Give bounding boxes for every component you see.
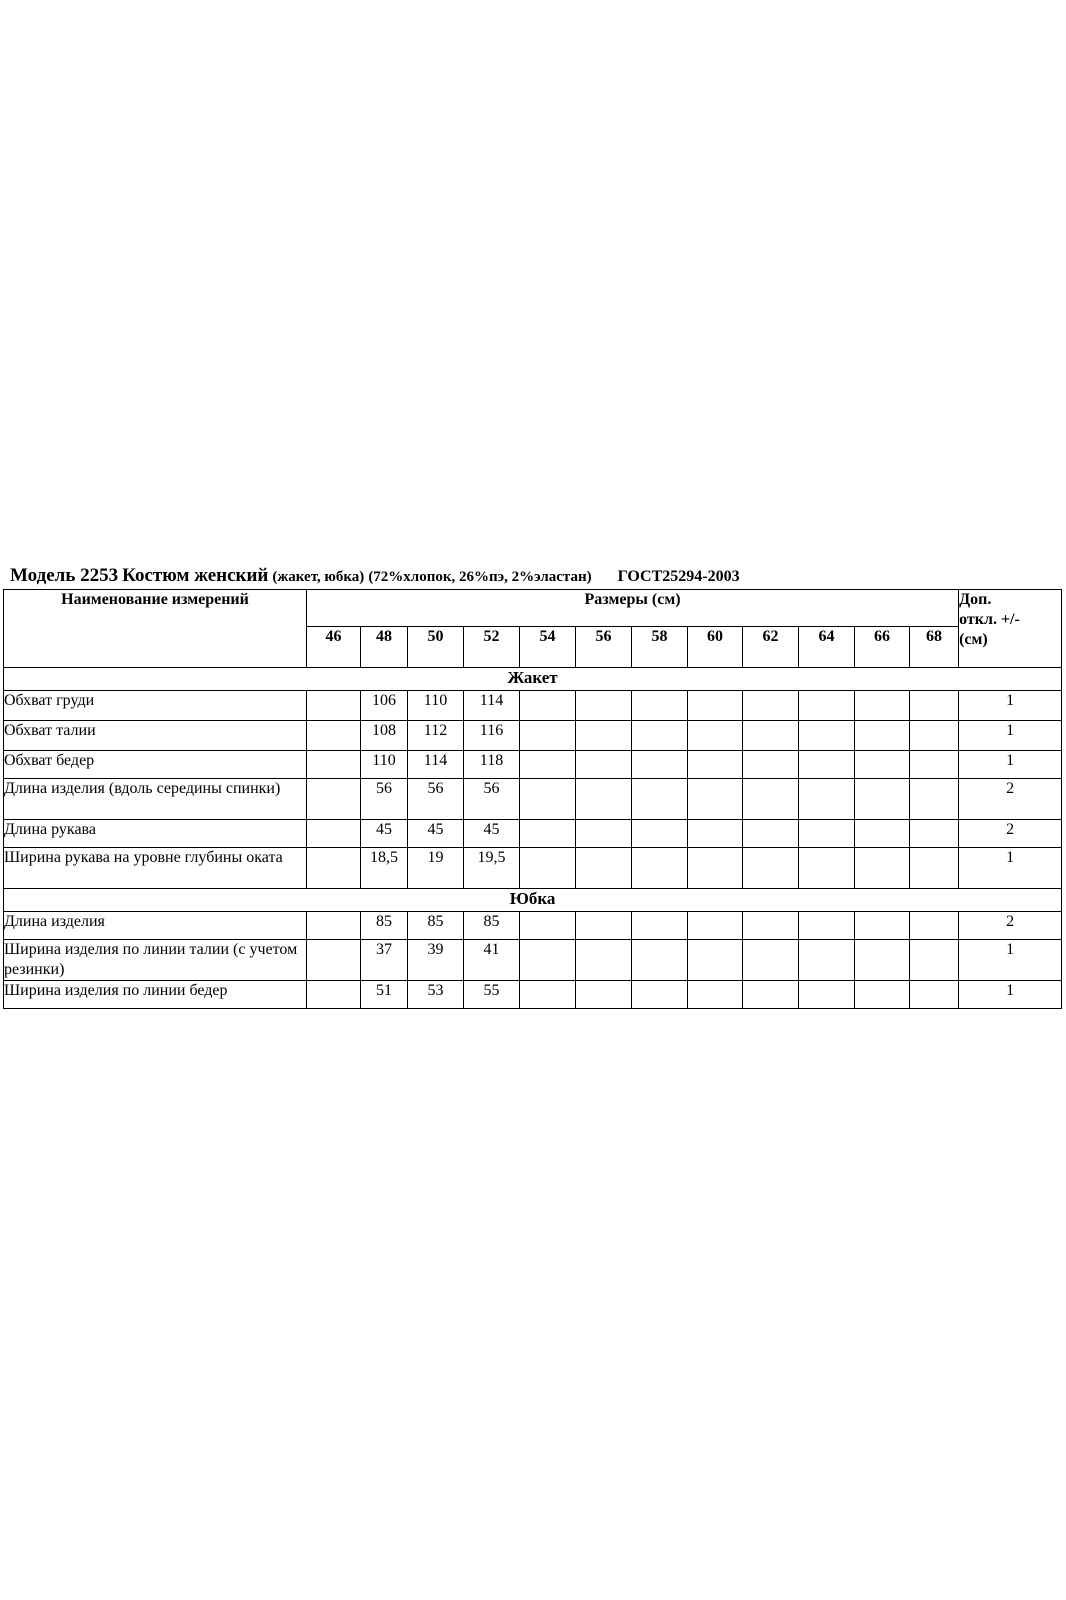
size-header-cell: 58 [632, 627, 688, 668]
section-row [4, 668, 1062, 691]
size-value-cell [632, 820, 688, 848]
product-label: Костюм женский [122, 565, 269, 586]
size-value-cell [632, 751, 688, 779]
size-value-cell [632, 940, 688, 981]
section-title: Юбка [4, 889, 1062, 912]
size-value-cell [688, 981, 743, 1009]
size-value-cell: 39 [408, 940, 464, 981]
size-value-cell [799, 981, 855, 1009]
tolerance-header [959, 590, 1062, 668]
size-value-cell [910, 848, 959, 889]
tolerance-value: 1 [959, 981, 1062, 1009]
size-header-cell: 68 [910, 627, 959, 668]
size-value-cell: 116 [464, 721, 520, 751]
size-value-cell: 55 [464, 981, 520, 1009]
table-row [4, 721, 1062, 751]
size-value-cell [576, 751, 632, 779]
size-value-cell [576, 848, 632, 889]
size-value-cell [855, 848, 910, 889]
size-value-cell [632, 848, 688, 889]
document-title [10, 566, 740, 585]
tolerance-value: 1 [959, 721, 1062, 751]
size-value-cell [632, 779, 688, 820]
size-value-cell [799, 691, 855, 721]
table-row [4, 779, 1062, 820]
size-value-cell [855, 820, 910, 848]
size-value-cell [576, 912, 632, 940]
size-value-cell [799, 912, 855, 940]
table-row [4, 940, 1062, 981]
size-value-cell: 19,5 [464, 848, 520, 889]
measurement-name: Длина изделия [4, 912, 307, 940]
section-title: Жакет [4, 668, 1062, 691]
size-value-cell [855, 751, 910, 779]
size-value-cell [910, 691, 959, 721]
size-value-cell [520, 912, 576, 940]
size-value-cell [743, 779, 799, 820]
table-row [4, 848, 1062, 889]
tolerance-header-line: Доп. [959, 591, 992, 608]
composition-label: (72%хлопок, 26%пэ, 2%эластан) [368, 569, 592, 585]
table-row [4, 751, 1062, 779]
size-value-cell [688, 751, 743, 779]
size-value-cell [855, 779, 910, 820]
size-value-cell [855, 912, 910, 940]
size-value-cell [799, 820, 855, 848]
size-value-cell [520, 721, 576, 751]
size-header-cell: 60 [688, 627, 743, 668]
size-value-cell [910, 751, 959, 779]
size-value-cell [632, 981, 688, 1009]
size-value-cell: 51 [361, 981, 408, 1009]
size-value-cell: 110 [408, 691, 464, 721]
size-value-cell [520, 848, 576, 889]
tolerance-header-line: (см) [959, 631, 988, 648]
size-value-cell [743, 820, 799, 848]
size-value-cell [688, 779, 743, 820]
size-value-cell [910, 912, 959, 940]
size-value-cell: 114 [408, 751, 464, 779]
size-value-cell [799, 940, 855, 981]
size-value-cell [632, 912, 688, 940]
size-value-cell [910, 981, 959, 1009]
size-value-cell: 85 [408, 912, 464, 940]
size-header-cell: 62 [743, 627, 799, 668]
size-value-cell [688, 721, 743, 751]
size-value-cell [576, 721, 632, 751]
table-row [4, 981, 1062, 1009]
size-value-cell [307, 751, 361, 779]
size-value-cell [855, 981, 910, 1009]
sizes-header: Размеры (см) [307, 590, 959, 627]
size-value-cell: 85 [464, 912, 520, 940]
size-value-cell [520, 751, 576, 779]
size-value-cell [743, 940, 799, 981]
size-value-cell [576, 981, 632, 1009]
size-value-cell [520, 820, 576, 848]
size-chart-table [3, 589, 1062, 1009]
size-value-cell: 108 [361, 721, 408, 751]
size-value-cell: 41 [464, 940, 520, 981]
table-row [4, 912, 1062, 940]
section-row [4, 889, 1062, 912]
size-value-cell [307, 848, 361, 889]
items-label: (жакет, юбка) [272, 569, 365, 585]
size-value-cell [520, 691, 576, 721]
size-value-cell [307, 721, 361, 751]
size-value-cell: 85 [361, 912, 408, 940]
size-value-cell [910, 820, 959, 848]
size-value-cell [743, 848, 799, 889]
size-value-cell [799, 779, 855, 820]
size-value-cell: 19 [408, 848, 464, 889]
size-value-cell [632, 721, 688, 751]
size-value-cell [855, 721, 910, 751]
size-value-cell: 45 [361, 820, 408, 848]
size-value-cell [520, 779, 576, 820]
measurement-name: Длина изделия (вдоль середины спинки) [4, 779, 307, 820]
table-row [4, 691, 1062, 721]
size-value-cell [520, 981, 576, 1009]
measurement-name: Длина рукава [4, 820, 307, 848]
size-value-cell [688, 691, 743, 721]
size-value-cell [307, 981, 361, 1009]
size-value-cell: 56 [408, 779, 464, 820]
table-body [4, 668, 1062, 1009]
tolerance-value: 2 [959, 820, 1062, 848]
size-header-cell: 64 [799, 627, 855, 668]
size-value-cell: 106 [361, 691, 408, 721]
size-value-cell [688, 848, 743, 889]
size-value-cell [799, 848, 855, 889]
size-value-cell [743, 721, 799, 751]
size-value-cell [688, 820, 743, 848]
size-value-cell [855, 691, 910, 721]
tolerance-value: 1 [959, 751, 1062, 779]
measurement-name: Ширина изделия по линии бедер [4, 981, 307, 1009]
header-row-1 [4, 590, 1062, 627]
size-value-cell: 118 [464, 751, 520, 779]
size-value-cell: 45 [408, 820, 464, 848]
size-value-cell: 110 [361, 751, 408, 779]
tolerance-value: 2 [959, 912, 1062, 940]
size-value-cell [576, 940, 632, 981]
size-value-cell [307, 691, 361, 721]
size-value-cell [632, 691, 688, 721]
size-header-cell: 50 [408, 627, 464, 668]
tolerance-header-line: откл. +/- [959, 611, 1020, 628]
size-header-cell: 54 [520, 627, 576, 668]
size-value-cell [799, 721, 855, 751]
standard-label: ГОСТ25294-2003 [617, 568, 740, 585]
size-value-cell: 56 [464, 779, 520, 820]
measurement-name: Обхват талии [4, 721, 307, 751]
size-value-cell: 112 [408, 721, 464, 751]
size-value-cell [307, 820, 361, 848]
size-value-cell: 56 [361, 779, 408, 820]
size-value-cell [743, 751, 799, 779]
measurement-name: Обхват груди [4, 691, 307, 721]
size-value-cell [576, 820, 632, 848]
tolerance-value: 1 [959, 848, 1062, 889]
measurement-name: Ширина изделия по линии талии (с учетом резинки) [4, 940, 307, 981]
size-value-cell [910, 721, 959, 751]
size-value-cell [688, 940, 743, 981]
size-header-cell: 48 [361, 627, 408, 668]
size-header-cell: 56 [576, 627, 632, 668]
size-value-cell [910, 779, 959, 820]
size-value-cell [307, 940, 361, 981]
size-value-cell: 37 [361, 940, 408, 981]
tolerance-value: 1 [959, 691, 1062, 721]
size-header-cell: 66 [855, 627, 910, 668]
size-value-cell [855, 940, 910, 981]
size-value-cell: 53 [408, 981, 464, 1009]
size-value-cell [799, 751, 855, 779]
size-value-cell [307, 912, 361, 940]
size-header-cell: 46 [307, 627, 361, 668]
size-value-cell: 18,5 [361, 848, 408, 889]
size-value-cell [576, 691, 632, 721]
measurement-name: Обхват бедер [4, 751, 307, 779]
size-value-cell [520, 940, 576, 981]
measurement-name: Ширина рукава на уровне глубины оката [4, 848, 307, 889]
model-label: Модель 2253 [10, 565, 119, 586]
size-value-cell: 45 [464, 820, 520, 848]
size-value-cell: 114 [464, 691, 520, 721]
size-value-cell [307, 779, 361, 820]
tolerance-value: 1 [959, 940, 1062, 981]
size-header-cell: 52 [464, 627, 520, 668]
tolerance-value: 2 [959, 779, 1062, 820]
size-value-cell [743, 691, 799, 721]
size-value-cell [743, 981, 799, 1009]
measurement-name-header: Наименование измерений [4, 590, 307, 668]
size-value-cell [576, 779, 632, 820]
size-value-cell [743, 912, 799, 940]
table-row [4, 820, 1062, 848]
size-value-cell [910, 940, 959, 981]
size-value-cell [688, 912, 743, 940]
